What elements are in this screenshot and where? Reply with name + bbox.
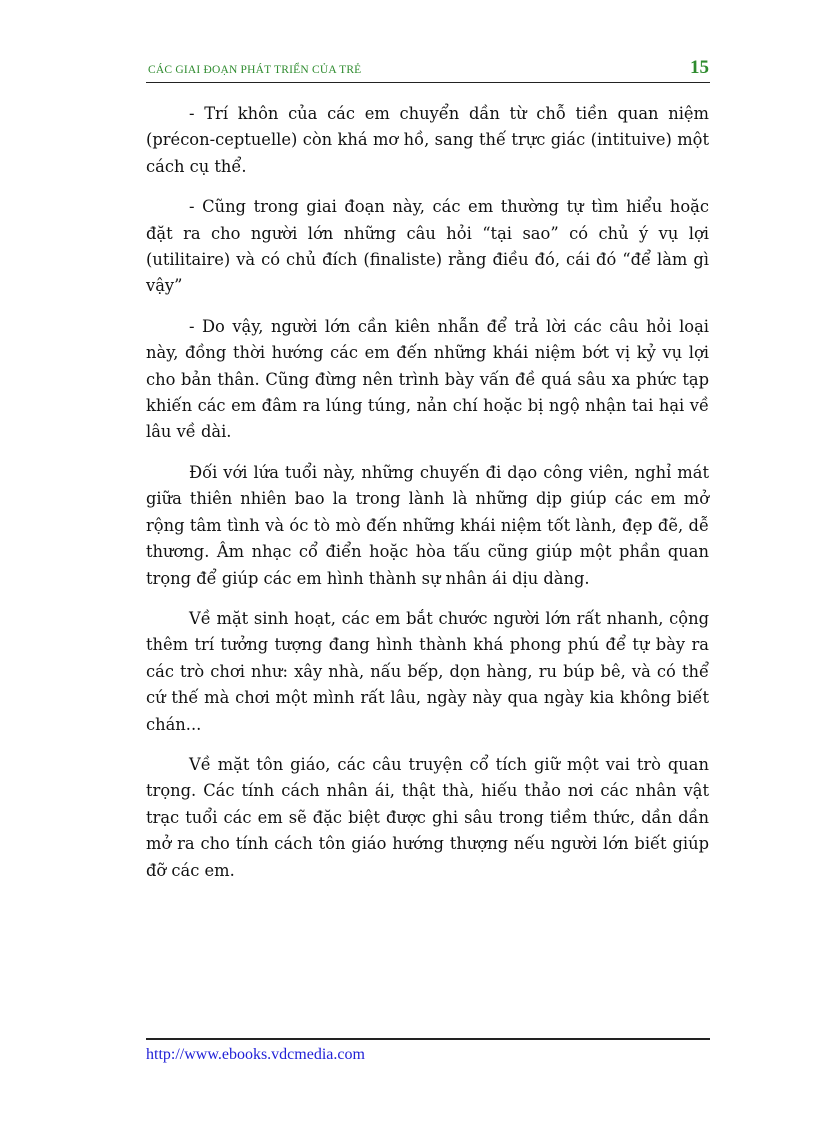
page-number: 15 [690,57,709,78]
paragraph-1: - Trí khôn của các em chuyển dần từ chỗ tiền quan niệm (précon-ceptuelle) còn khá mơ hồ, sang thế trực giác (intituive) một cách cụ thể. [146,104,709,176]
paragraph-5: Về mặt sinh hoạt, các em bắt chước người lớn rất nhanh, cộng thêm trí tưởng tượng đang hình thành khá phong phú để tự bày ra các trò chơi như: xây nhà, nấu bếp, dọn hàng, ru búp bê, và có thể cứ thế mà chơi một mình rất lâu, ngày này qua ngày kia không biết chán... [146,608,709,734]
paragraph-6: Về mặt tôn giáo, các câu truyện cổ tích giữ một vai trò quan trọng. Các tính cách nhân ái, thật thà, hiếu thảo nơi các nhân vật trạc tuổi các em sẽ đặc biệt được ghi sâu trong tiềm thức, dần dần mở ra cho tính cách tôn giáo hướng thượng nếu người lớn biết giúp đỡ các em. [146,754,709,880]
paragraph-3: - Do vậy, người lớn cần kiên nhẫn để trả lời các câu hỏi loại này, đồng thời hướng các em đến những khái niệm bớt vị kỷ vụ lợi cho bản thân. Cũng đừng nên trình bày vấn đề quá sâu xa phức tạp khiến các em đâm ra lúng túng, nản chí hoặc bị ngộ nhận tai hại về lâu về dài. [146,316,709,442]
header-divider [146,82,710,83]
paragraph-2: - Cũng trong giai đoạn này, các em thường tự tìm hiểu hoặc đặt ra cho người lớn những câu hỏi “tại sao” có chủ ý vụ lợi (utilitaire) và có chủ đích (finaliste) rằng điều đó, cái đó “để làm gì vậy” [146,197,709,296]
running-header [146,57,709,81]
paragraph-4: Đối với lứa tuổi này, những chuyến đi dạo công viên, nghỉ mát giữa thiên nhiên bao la trong lành là những dịp giúp các em mở rộng tâm tình và óc tò mò đến những khái niệm tốt lành, đẹp đẽ, dễ thương. Âm nhạc cổ điển hoặc hòa tấu cũng giúp một phần quan trọng để giúp các em hình thành sự nhân ái dịu dàng. [146,462,709,588]
chapter-title: CÁC GIAI ĐOẠN PHÁT TRIỂN CỦA TRẺ [148,64,362,76]
footer-divider [146,1038,710,1040]
page-body [146,101,709,898]
footer-website-link[interactable]: http://www.ebooks.vdcmedia.com [146,1046,365,1063]
